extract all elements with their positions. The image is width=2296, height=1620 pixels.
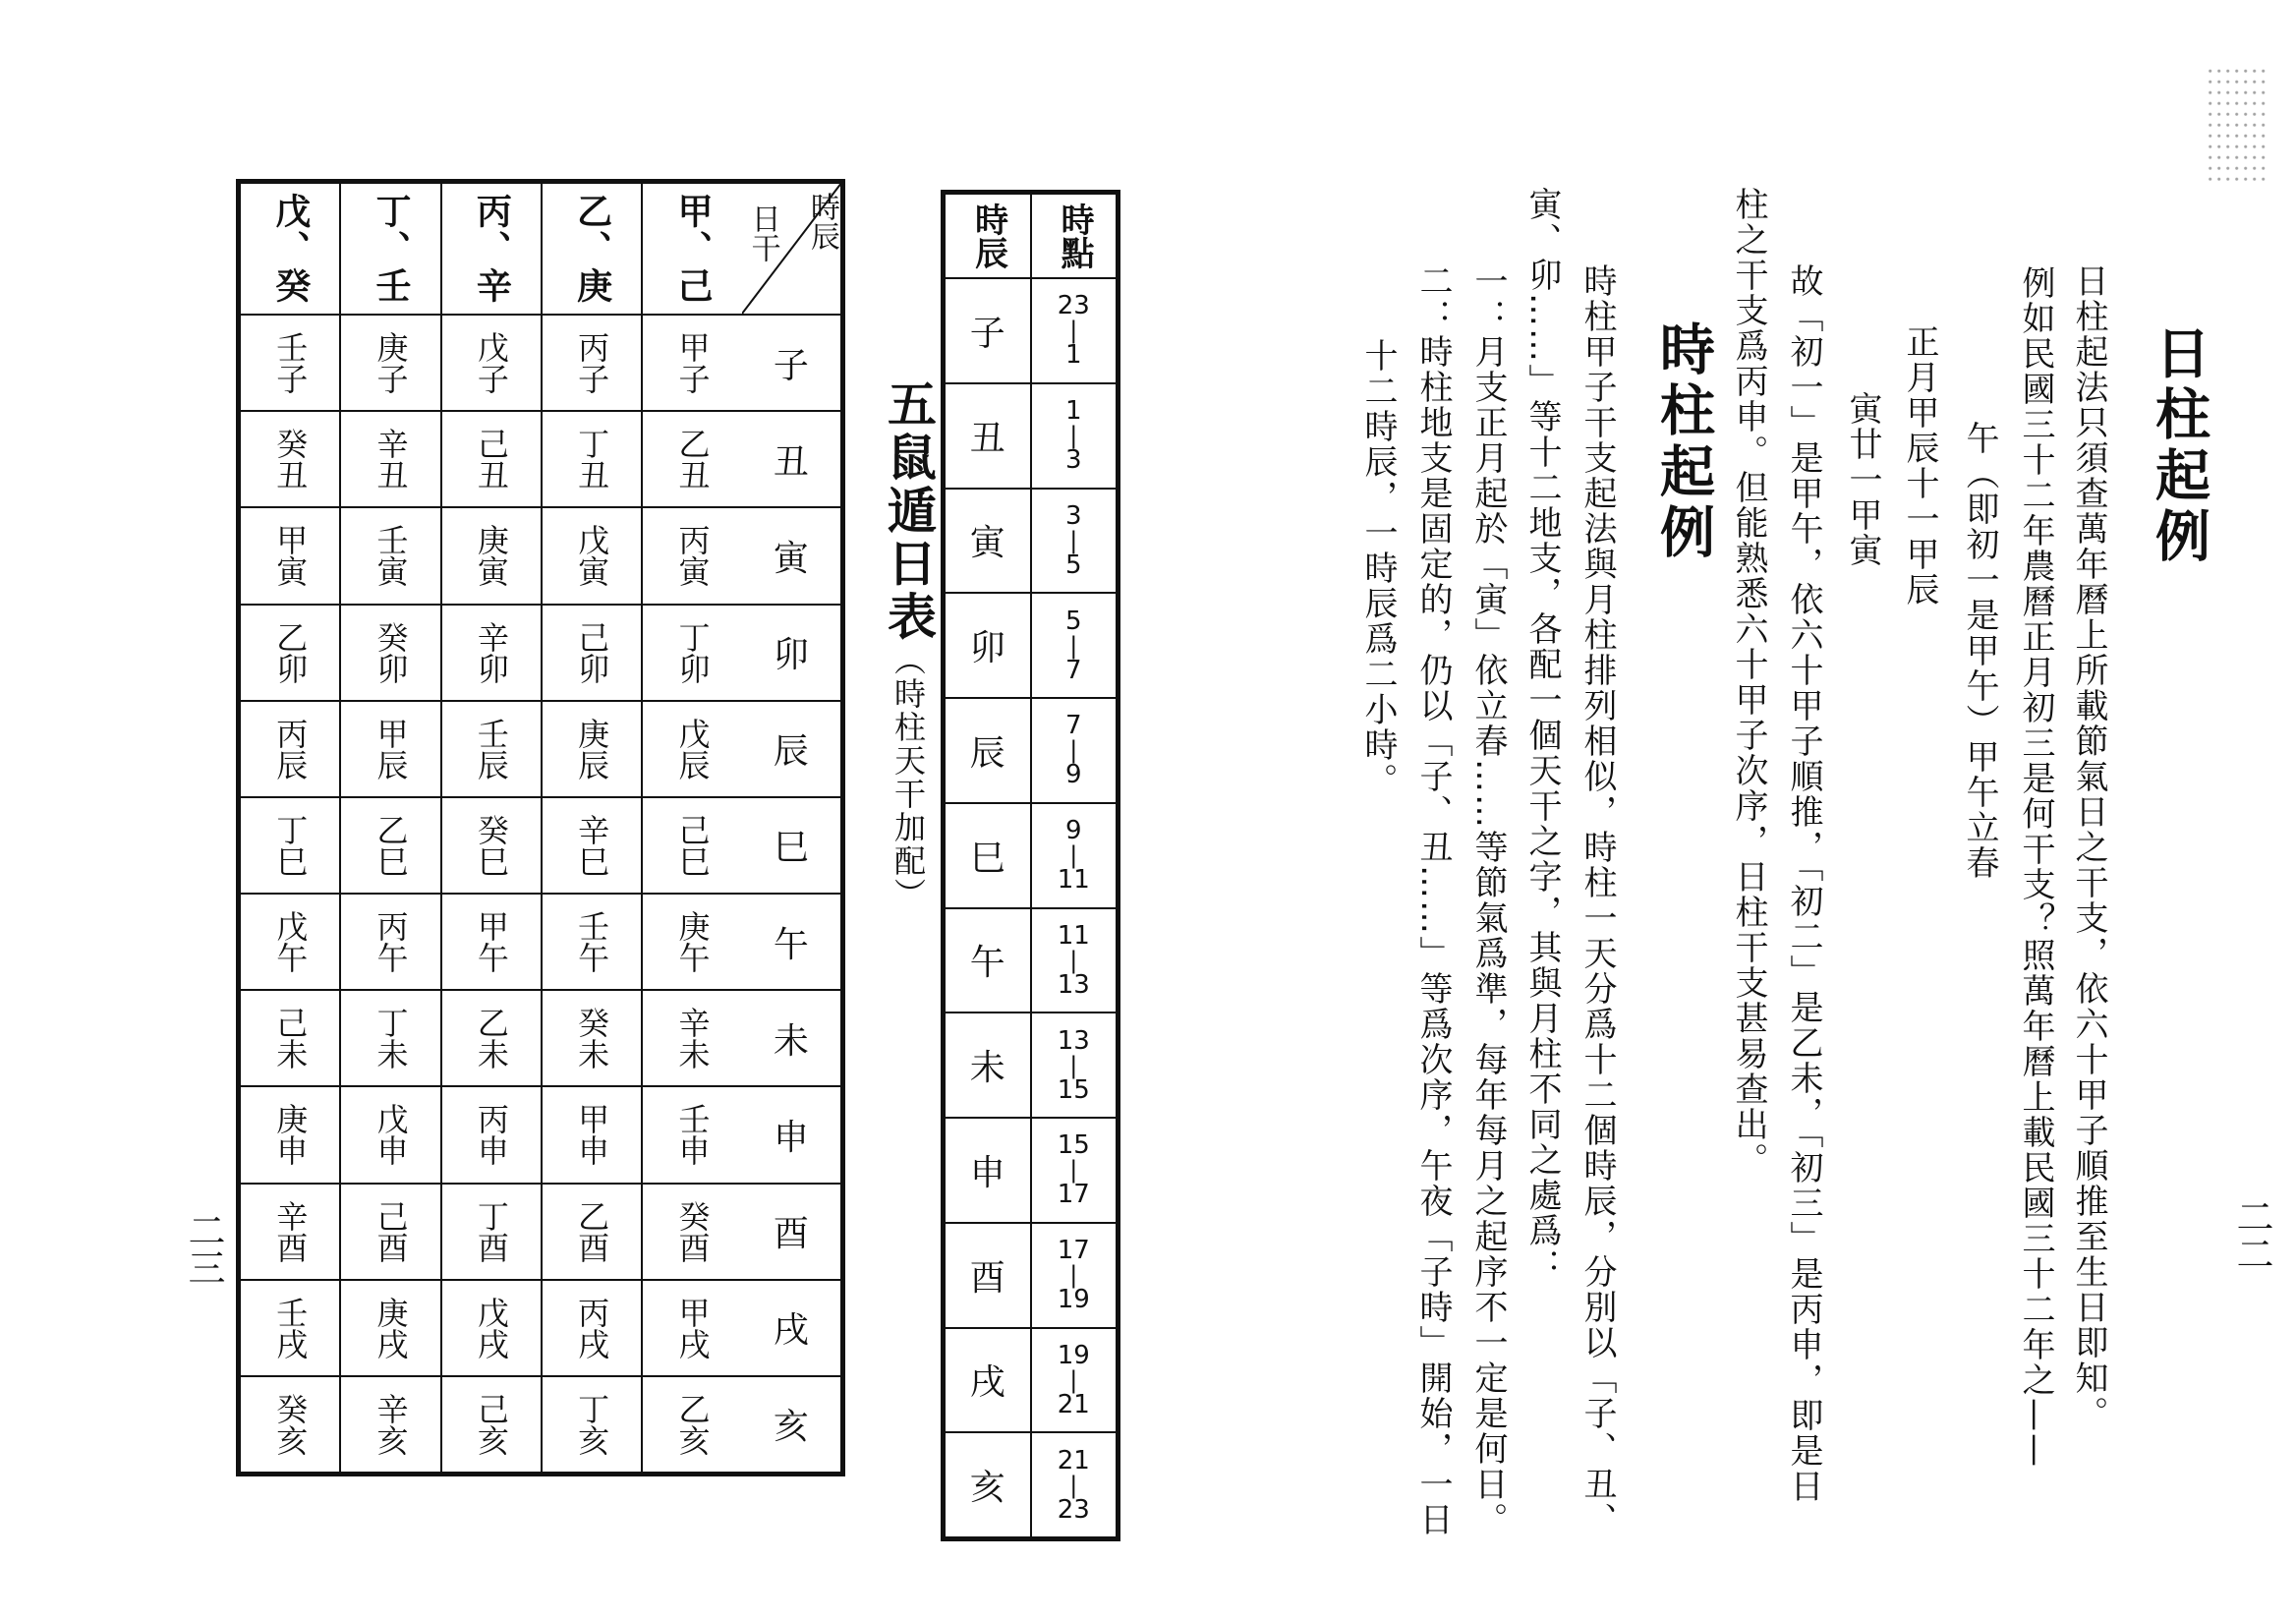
time-table-hour-to: 17 xyxy=(1057,1180,1090,1210)
example-line-1: 午（即初一是甲午）甲午立春 xyxy=(1960,421,1999,881)
rat-table xyxy=(236,179,845,1476)
time-table-hour-dash: | xyxy=(1069,841,1078,870)
time-table-hours-cell xyxy=(1030,1433,1117,1536)
time-table-hour-dash: | xyxy=(1069,736,1078,765)
rat-table-ganzhi: 甲寅 xyxy=(271,524,310,588)
rat-table-ganzhi: 壬寅 xyxy=(372,524,410,588)
rat-table-branch-cell xyxy=(742,604,840,700)
rat-table-ganzhi: 庚戌 xyxy=(372,1296,410,1360)
rat-table-cell xyxy=(543,893,641,989)
list-item-2-line-1: 二：時柱地支是固定的，仍以「子、丑……」等爲次序，午夜「子時」開始，一日 xyxy=(1413,263,1453,1537)
rat-table-cell xyxy=(643,1085,741,1182)
rat-table-ganzhi: 庚午 xyxy=(673,910,712,974)
time-table-branch-cell xyxy=(946,804,1030,907)
rat-table-branch: 酉 xyxy=(773,1214,809,1255)
rat-table-stem-column xyxy=(643,184,741,1472)
rat-table-cell xyxy=(241,1279,339,1375)
rat-table-cell xyxy=(341,314,439,410)
time-table-branch: 酉 xyxy=(969,1257,1005,1299)
time-table-hour-to: 19 xyxy=(1057,1285,1090,1315)
rat-table-branch-cell xyxy=(742,700,840,796)
rat-table-ganzhi: 丁丑 xyxy=(573,428,611,492)
rat-table-ganzhi: 壬午 xyxy=(573,910,611,974)
rat-table-branch: 丑 xyxy=(773,441,809,483)
rat-table-branch-column xyxy=(742,184,840,1472)
rat-table-ganzhi: 乙丑 xyxy=(673,428,712,492)
rat-table-ganzhi: 辛亥 xyxy=(372,1392,410,1456)
rat-table-ganzhi: 辛巳 xyxy=(573,813,611,877)
rat-table-ganzhi: 乙亥 xyxy=(673,1392,712,1456)
time-table-hour-from: 21 xyxy=(1057,1445,1090,1475)
rat-table-ganzhi: 丙辰 xyxy=(271,717,310,781)
time-table-branch: 丑 xyxy=(969,418,1005,459)
rat-table-cell xyxy=(241,604,339,700)
time-table-branch-header-label: 時辰 xyxy=(968,202,1008,269)
time-table-branch: 未 xyxy=(969,1048,1005,1089)
rat-table-stem-header xyxy=(341,184,439,314)
time-table-hour-dash: | xyxy=(1069,1471,1078,1499)
rat-table-ganzhi: 癸酉 xyxy=(673,1199,712,1263)
rat-table-ganzhi: 丁亥 xyxy=(573,1392,611,1456)
time-table-hour-to: 15 xyxy=(1057,1074,1090,1105)
rat-table-ganzhi: 癸亥 xyxy=(271,1392,310,1456)
rat-table-branch: 午 xyxy=(773,924,809,965)
time-table-row xyxy=(946,488,1116,593)
rat-table-stem-column xyxy=(442,184,543,1472)
time-table-branch: 寅 xyxy=(969,523,1005,564)
rat-table-ganzhi: 乙未 xyxy=(472,1007,510,1070)
time-table-branch-cell xyxy=(946,279,1030,382)
time-table-row xyxy=(946,277,1116,382)
rat-table-ganzhi: 壬辰 xyxy=(472,717,510,781)
rat-table-cell xyxy=(341,506,439,603)
time-table-hour-to: 13 xyxy=(1057,969,1090,1000)
rat-table-cell xyxy=(341,1279,439,1375)
time-table-hour-from: 19 xyxy=(1057,1340,1090,1370)
rat-table-cell xyxy=(643,1183,741,1279)
rat-table-branch-cell xyxy=(742,1085,840,1182)
rat-table-cell xyxy=(341,410,439,506)
corner-label-branch: 時辰 xyxy=(805,192,839,251)
rat-table-branch-cell xyxy=(742,1279,840,1375)
time-table-header xyxy=(946,195,1116,277)
rat-table-corner xyxy=(742,184,840,314)
rat-table-cell xyxy=(442,1279,541,1375)
rat-table-branch: 未 xyxy=(773,1020,809,1062)
time-table-hour-from: 13 xyxy=(1057,1025,1090,1056)
rat-table-ganzhi: 己卯 xyxy=(573,620,611,684)
rat-table-branch-cell xyxy=(742,1183,840,1279)
time-table-branch-cell xyxy=(946,1013,1030,1117)
rat-table-cell xyxy=(442,796,541,893)
rat-table-ganzhi: 癸巳 xyxy=(472,813,510,877)
rat-table-cell xyxy=(643,700,741,796)
time-table-branch: 申 xyxy=(969,1152,1005,1193)
time-table-row xyxy=(946,382,1116,488)
time-table-hour-dash: | xyxy=(1069,317,1078,345)
rat-table-ganzhi: 己丑 xyxy=(472,428,510,492)
time-table-hour-dash: | xyxy=(1069,422,1078,450)
rat-table-cell xyxy=(543,1183,641,1279)
rat-table-ganzhi: 丙午 xyxy=(372,910,410,974)
rat-table-cell xyxy=(341,700,439,796)
rat-table-stem-column xyxy=(543,184,643,1472)
time-table-row xyxy=(946,1431,1116,1536)
rat-table-ganzhi: 庚子 xyxy=(372,331,410,395)
time-table-branch: 巳 xyxy=(969,838,1005,879)
rat-table-ganzhi: 癸未 xyxy=(573,1007,611,1070)
rat-table-branch-cell xyxy=(742,893,840,989)
time-table-branch: 卯 xyxy=(969,628,1005,669)
rat-table-cell xyxy=(643,989,741,1085)
rat-table-cell xyxy=(341,796,439,893)
rat-table-stem-header xyxy=(442,184,541,314)
rat-table-title-sub: （時柱天干加配） xyxy=(890,644,927,911)
rat-table-stem-label: 丁、壬 xyxy=(371,193,412,305)
time-table-branch-cell xyxy=(946,384,1030,488)
rat-table-ganzhi: 丙申 xyxy=(472,1103,510,1167)
page-title: 日柱起例 xyxy=(2147,324,2210,568)
time-table-hours-cell xyxy=(1030,1013,1117,1117)
rat-table-stem-label: 甲、己 xyxy=(672,193,713,305)
rat-table-branch: 子 xyxy=(773,345,809,386)
time-table-branch-cell xyxy=(946,909,1030,1012)
rat-table-title-main: 五鼠遁日表 xyxy=(880,378,937,644)
rat-table-ganzhi: 甲子 xyxy=(673,331,712,395)
rat-table-cell xyxy=(341,1375,439,1472)
rat-table-cell xyxy=(341,989,439,1085)
rat-table-ganzhi: 丁未 xyxy=(372,1007,410,1070)
time-table-hour-to: 5 xyxy=(1064,550,1082,580)
rat-table-stem-header xyxy=(543,184,641,314)
rat-table-ganzhi: 辛卯 xyxy=(472,620,510,684)
rat-table-branch-cell xyxy=(742,989,840,1085)
rat-table-cell xyxy=(543,314,641,410)
time-table-branch-cell xyxy=(946,594,1030,697)
rat-table-ganzhi: 癸丑 xyxy=(271,428,310,492)
time-table-row xyxy=(946,697,1116,802)
rat-table-ganzhi: 庚申 xyxy=(271,1103,310,1167)
rat-table-cell xyxy=(643,1279,741,1375)
rat-table-cell xyxy=(543,506,641,603)
time-table-branch-cell xyxy=(946,1433,1030,1536)
rat-table-branch-cell xyxy=(742,314,840,410)
rat-table-stem-header xyxy=(241,184,339,314)
rat-table-ganzhi: 丁卯 xyxy=(673,620,712,684)
time-table-branch: 子 xyxy=(969,313,1005,354)
time-table-hour-from: 11 xyxy=(1057,920,1090,951)
rat-table-cell xyxy=(442,506,541,603)
time-table-row xyxy=(946,1117,1116,1222)
time-table-hours-cell xyxy=(1030,1224,1117,1327)
time-table-hour-dash: | xyxy=(1069,1051,1078,1079)
time-table-hours-cell xyxy=(1030,384,1117,488)
rat-table-ganzhi: 辛酉 xyxy=(271,1199,310,1263)
time-table-hours-cell xyxy=(1030,1119,1117,1222)
rat-table-ganzhi: 壬戌 xyxy=(271,1296,310,1360)
time-table-row xyxy=(946,1222,1116,1327)
rat-table-stem-column xyxy=(341,184,441,1472)
time-table-hour-from: 15 xyxy=(1057,1130,1090,1161)
rat-table-branch: 辰 xyxy=(773,731,809,773)
time-table-branch-cell xyxy=(946,1224,1030,1327)
time-table-hours-header-label: 時點 xyxy=(1055,202,1095,269)
time-table-branch: 戌 xyxy=(969,1362,1005,1404)
rat-table-ganzhi: 戊戌 xyxy=(472,1296,510,1360)
paragraph-3-line-1: 時柱甲子干支起法與月柱排列相似，時柱一天分爲十二個時辰，分別以「子、丑、 xyxy=(1578,263,1617,1537)
rat-table-cell xyxy=(442,989,541,1085)
time-table-branch: 辰 xyxy=(969,732,1005,774)
time-table-hour-to: 11 xyxy=(1057,865,1090,896)
rat-table-cell xyxy=(543,1375,641,1472)
time-table-hours-cell xyxy=(1030,909,1117,1012)
rat-table-ganzhi: 癸卯 xyxy=(372,620,410,684)
time-table-hour-dash: | xyxy=(1069,631,1078,660)
rat-table-cell xyxy=(643,893,741,989)
time-table-hour-from: 5 xyxy=(1064,606,1082,636)
rat-table-cell xyxy=(442,1183,541,1279)
rat-table-cell xyxy=(543,1085,641,1182)
time-table-hour-to: 21 xyxy=(1057,1389,1090,1419)
page-number-right: 二二 xyxy=(2230,1197,2273,1272)
time-table-branch-cell xyxy=(946,699,1030,802)
time-table-hour-from: 9 xyxy=(1064,816,1082,846)
rat-table-cell xyxy=(241,700,339,796)
rat-table-branch: 戌 xyxy=(773,1310,809,1352)
time-table-row xyxy=(946,907,1116,1012)
rat-table-branch-cell xyxy=(742,410,840,506)
time-table-hour-dash: | xyxy=(1069,526,1078,554)
rat-table-cell xyxy=(241,314,339,410)
rat-table-ganzhi: 甲辰 xyxy=(372,717,410,781)
example-line-3: 寅廿一甲寅 xyxy=(1843,391,1882,568)
rat-table-branch: 申 xyxy=(773,1117,809,1158)
rat-table-cell xyxy=(543,410,641,506)
rat-table-cell xyxy=(643,314,741,410)
list-item-1: 一：月支正月起於「寅」依立春……等節氣爲準，每年每月之起序不一定是何日。 xyxy=(1468,263,1508,1537)
rat-table-cell xyxy=(543,1279,641,1375)
rat-table-ganzhi: 戊辰 xyxy=(673,717,712,781)
section-title: 時柱起例 xyxy=(1651,320,1715,564)
rat-table-cell xyxy=(241,410,339,506)
rat-table-cell xyxy=(643,796,741,893)
time-table-hour-from: 1 xyxy=(1064,396,1082,427)
time-table xyxy=(941,190,1120,1541)
rat-table-ganzhi: 乙卯 xyxy=(271,620,310,684)
rat-table-cell xyxy=(442,314,541,410)
time-table-branch-header xyxy=(946,195,1030,277)
rat-table-branch: 巳 xyxy=(773,828,809,869)
time-table-hour-dash: | xyxy=(1069,1261,1078,1290)
rat-table-ganzhi: 戊寅 xyxy=(573,524,611,588)
paragraph-2-line-2: 柱之干支爲丙申。但能熟悉六十甲子次序，日柱干支甚易查出。 xyxy=(1729,187,1768,1178)
rat-table-cell xyxy=(442,604,541,700)
time-table-hours-cell xyxy=(1030,279,1117,382)
time-table-hour-dash: | xyxy=(1069,1365,1078,1394)
rat-table-cell xyxy=(643,410,741,506)
rat-table-ganzhi: 丁巳 xyxy=(271,813,310,877)
rat-table-cell xyxy=(241,1375,339,1472)
page-number-left: 二三 xyxy=(182,1211,225,1286)
list-item-2-line-2: 十二時辰，一時辰爲二小時。 xyxy=(1358,338,1398,798)
rat-table-ganzhi: 辛丑 xyxy=(372,428,410,492)
time-table-row xyxy=(946,1327,1116,1432)
rat-table-cell xyxy=(643,506,741,603)
time-table-hour-dash: | xyxy=(1069,1156,1078,1185)
rat-table-cell xyxy=(643,604,741,700)
time-table-hour-dash: | xyxy=(1069,946,1078,974)
time-table-hour-from: 3 xyxy=(1064,500,1082,531)
rat-table-cell xyxy=(543,989,641,1085)
example-line-2: 正月甲辰十一甲辰 xyxy=(1900,324,1939,608)
rat-table-cell xyxy=(341,893,439,989)
rat-table-ganzhi: 辛未 xyxy=(673,1007,712,1070)
rat-table-stem-header xyxy=(643,184,741,314)
rat-table-branch-cell xyxy=(742,506,840,603)
paragraph-3-line-2: 寅、卯……」等十二地支，各配一個天干之字，其與月柱不同之處爲： xyxy=(1522,187,1562,1284)
rat-table-ganzhi: 丁酉 xyxy=(472,1199,510,1263)
time-table-hours-header xyxy=(1030,195,1117,277)
rat-table-cell xyxy=(341,1183,439,1279)
rat-table-cell xyxy=(241,796,339,893)
rat-table-stem-label: 乙、庚 xyxy=(571,193,612,305)
time-table-hours-cell xyxy=(1030,804,1117,907)
rat-table-ganzhi: 甲申 xyxy=(573,1103,611,1167)
rat-table-stem-label: 戊、癸 xyxy=(269,193,311,305)
rat-table-branch: 亥 xyxy=(773,1407,809,1448)
time-table-hour-from: 7 xyxy=(1064,711,1082,741)
rat-table-cell xyxy=(442,893,541,989)
time-table-branch-cell xyxy=(946,490,1030,593)
paragraph-1-line-2: 例如民國三十二年農曆正月初三是何干支？照萬年曆上載民國三十二年之—— xyxy=(2016,265,2055,1469)
time-table-row xyxy=(946,802,1116,907)
rat-table-cell xyxy=(543,604,641,700)
rat-table-ganzhi: 乙酉 xyxy=(573,1199,611,1263)
rat-table-cell xyxy=(442,410,541,506)
rat-table-ganzhi: 己酉 xyxy=(372,1199,410,1263)
rat-table-ganzhi: 己未 xyxy=(271,1007,310,1070)
time-table-hour-to: 9 xyxy=(1064,760,1082,790)
rat-table-title xyxy=(873,378,944,911)
corner-label-stem: 日干 xyxy=(745,203,780,262)
rat-table-cell xyxy=(241,506,339,603)
rat-table-cell xyxy=(543,700,641,796)
rat-table-branch: 卯 xyxy=(773,635,809,676)
rat-table-cell xyxy=(241,893,339,989)
rat-table-cell xyxy=(341,1085,439,1182)
time-table-hour-from: 23 xyxy=(1057,291,1090,321)
rat-table-ganzhi: 戊子 xyxy=(472,331,510,395)
time-table-hours-cell xyxy=(1030,594,1117,697)
rat-table-cell xyxy=(442,1085,541,1182)
time-table-hours-cell xyxy=(1030,1329,1117,1432)
rat-table-ganzhi: 甲午 xyxy=(472,910,510,974)
rat-table-cell xyxy=(442,1375,541,1472)
rat-table-cell xyxy=(543,796,641,893)
rat-table-ganzhi: 丙戌 xyxy=(573,1296,611,1360)
rat-table-ganzhi: 甲戌 xyxy=(673,1296,712,1360)
rat-table-ganzhi: 庚辰 xyxy=(573,717,611,781)
paragraph-1-line-1: 日柱起法只須查萬年曆上所載節氣日之干支，依六十甲子順推至生日即知。 xyxy=(2069,263,2108,1431)
rat-table-ganzhi: 壬子 xyxy=(271,331,310,395)
time-table-hour-to: 1 xyxy=(1064,340,1082,371)
rat-table-stem-column xyxy=(241,184,341,1472)
rat-table-ganzhi: 乙巳 xyxy=(372,813,410,877)
rat-table-ganzhi: 丙寅 xyxy=(673,524,712,588)
paragraph-2-line-1: 故「初一」是甲午，依六十甲子順推，「初二」是乙未，「初三」是丙申，即是日 xyxy=(1784,263,1823,1504)
rat-table-stem-label: 丙、辛 xyxy=(471,193,512,305)
rat-table-cell xyxy=(241,1183,339,1279)
rat-table-cell xyxy=(341,604,439,700)
rat-table-ganzhi: 丙子 xyxy=(573,331,611,395)
time-table-hour-from: 17 xyxy=(1057,1236,1090,1266)
rat-table-ganzhi: 己巳 xyxy=(673,813,712,877)
rat-table-cell xyxy=(241,989,339,1085)
time-table-row xyxy=(946,592,1116,697)
time-table-hours-cell xyxy=(1030,490,1117,593)
time-table-hours-cell xyxy=(1030,699,1117,802)
time-table-hour-to: 23 xyxy=(1057,1494,1090,1525)
rat-table-cell xyxy=(442,700,541,796)
rat-table-cell xyxy=(643,1375,741,1472)
time-table-hour-to: 3 xyxy=(1064,445,1082,476)
rat-table-ganzhi: 壬申 xyxy=(673,1103,712,1167)
rat-table-ganzhi: 戊申 xyxy=(372,1103,410,1167)
rat-table-ganzhi: 戊午 xyxy=(271,910,310,974)
rat-table-cell xyxy=(241,1085,339,1182)
time-table-row xyxy=(946,1012,1116,1117)
time-table-hour-to: 7 xyxy=(1064,655,1082,685)
rat-table-ganzhi: 己亥 xyxy=(472,1392,510,1456)
time-table-branch: 午 xyxy=(969,943,1005,984)
rat-table-branch-cell xyxy=(742,1375,840,1472)
time-table-branch-cell xyxy=(946,1119,1030,1222)
scan-speckle xyxy=(2208,69,2267,187)
time-table-branch: 亥 xyxy=(969,1468,1005,1509)
time-table-branch-cell xyxy=(946,1329,1030,1432)
rat-table-ganzhi: 庚寅 xyxy=(472,524,510,588)
rat-table-branch-cell xyxy=(742,796,840,893)
rat-table-branch: 寅 xyxy=(773,538,809,579)
